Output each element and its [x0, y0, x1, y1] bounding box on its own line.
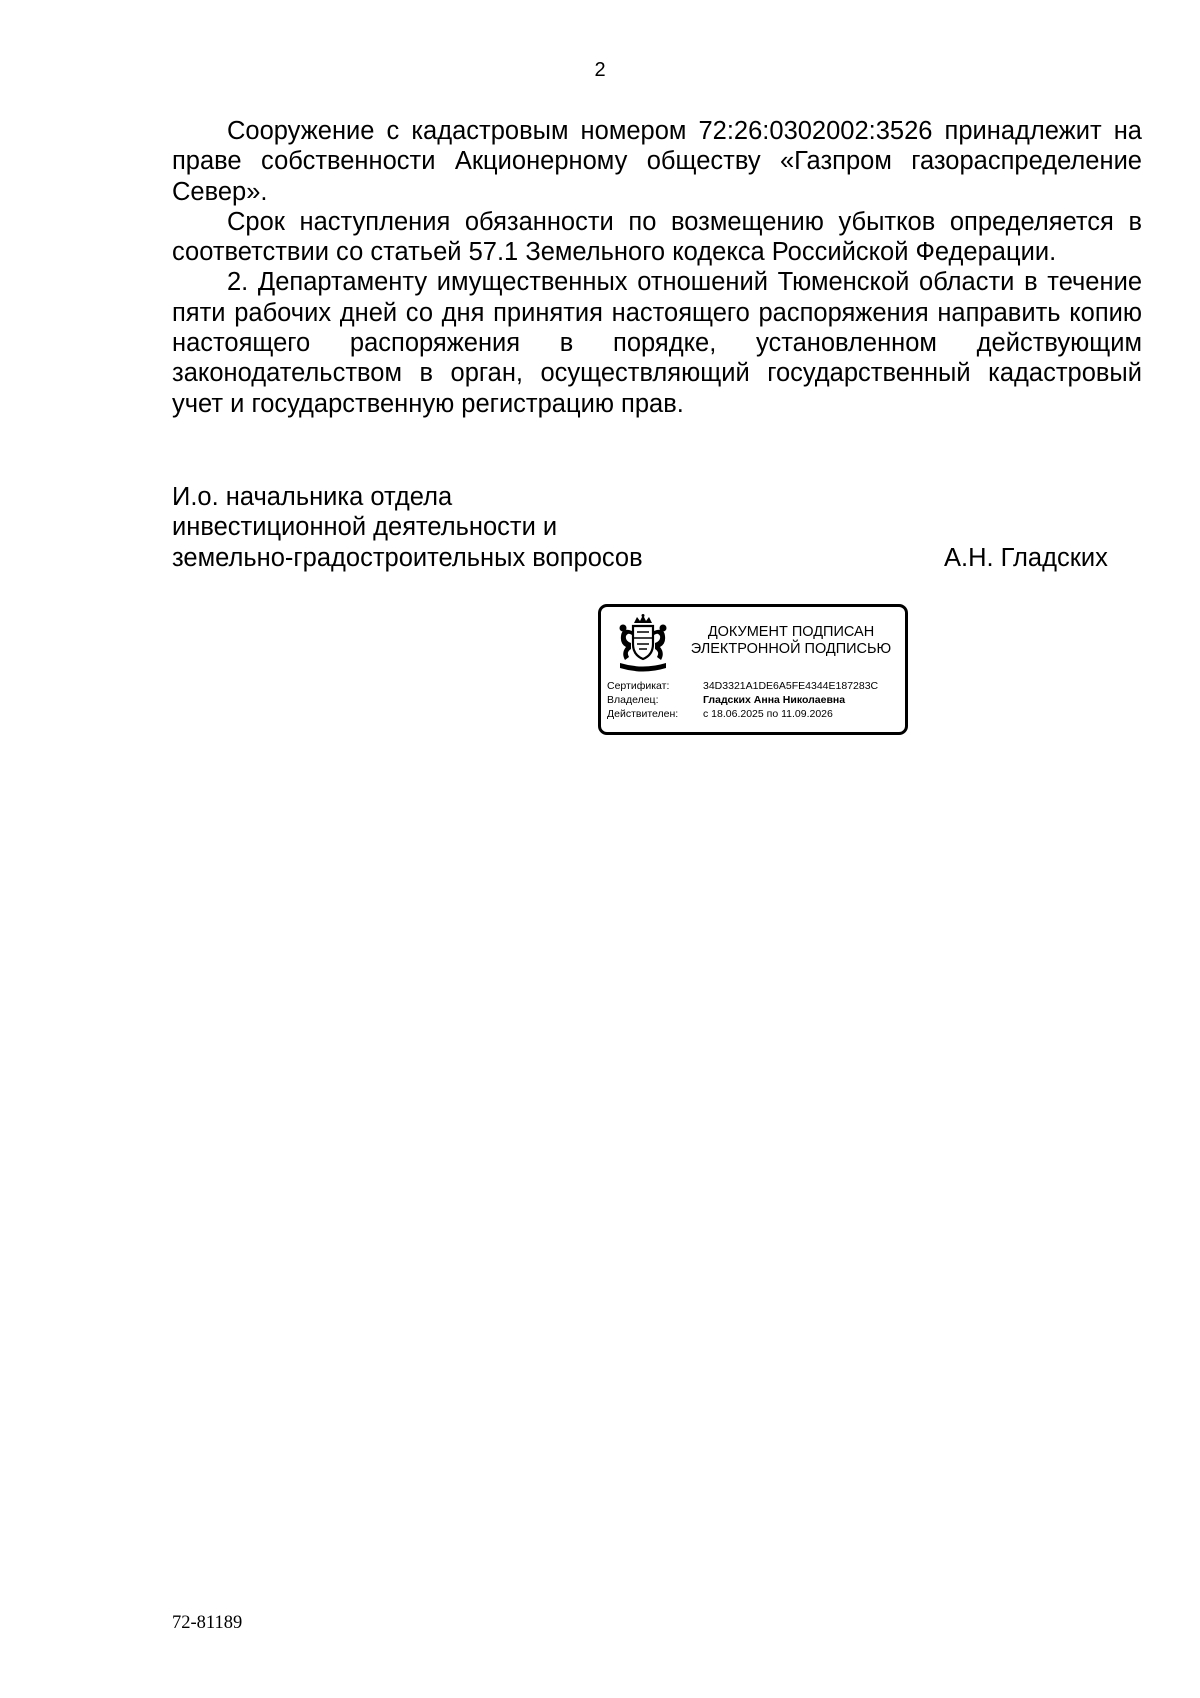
valid-value: с 18.06.2025 по 11.09.2026 — [703, 708, 833, 720]
certificate-label: Сертификат: — [607, 680, 670, 692]
electronic-signature-stamp — [598, 604, 908, 735]
signer-name: А.Н. Гладских — [944, 544, 1108, 572]
document-body — [172, 116, 1142, 419]
coat-of-arms-icon — [612, 613, 674, 675]
owner-value: Гладских Анна Николаевна — [703, 694, 846, 706]
stamp-certificate-row — [607, 679, 905, 693]
signer-position — [172, 482, 643, 573]
stamp-title-line: ДОКУМЕНТ ПОДПИСАН — [707, 624, 875, 640]
signer-position-line: инвестиционной деятельности и — [172, 513, 558, 542]
paragraph-item-2: 2. Департаменту имущественных отношений Тюменской области в течение пяти рабочих дней со дня принятия настоящего распоряжения направить копию настоящего распоряжения в порядке, установленном действующим законодательством в орган, осуществляющий государственный кадастровый учет и государственную регистрацию прав. — [172, 268, 1142, 418]
stamp-title-line: ЭЛЕКТРОННОЙ ПОДПИСЬЮ — [690, 641, 892, 657]
certificate-value: 34D3321A1DE6A5FE4344E187283C — [703, 680, 879, 692]
page-number: 2 — [594, 59, 606, 81]
stamp-title — [677, 624, 905, 658]
paragraph-compensation-term: Срок наступления обязанности по возмещению убытков определяется в соответствии со статьей 57.1 Земельного кодекса Российской Федерации. — [172, 207, 1142, 267]
valid-label: Действителен: — [607, 708, 679, 720]
owner-label: Владелец: — [607, 694, 659, 706]
document-code: 72-81189 — [172, 1613, 243, 1633]
signer-position-line: И.о. начальника отдела — [172, 483, 453, 511]
signer-position-line: земельно-градостроительных вопросов — [172, 543, 643, 572]
paragraph-ownership: Сооружение с кадастровым номером 72:26:0302002:3526 принадлежит на праве собственности Акционерному обществу «Газпром газораспределение Север». — [172, 117, 1142, 206]
